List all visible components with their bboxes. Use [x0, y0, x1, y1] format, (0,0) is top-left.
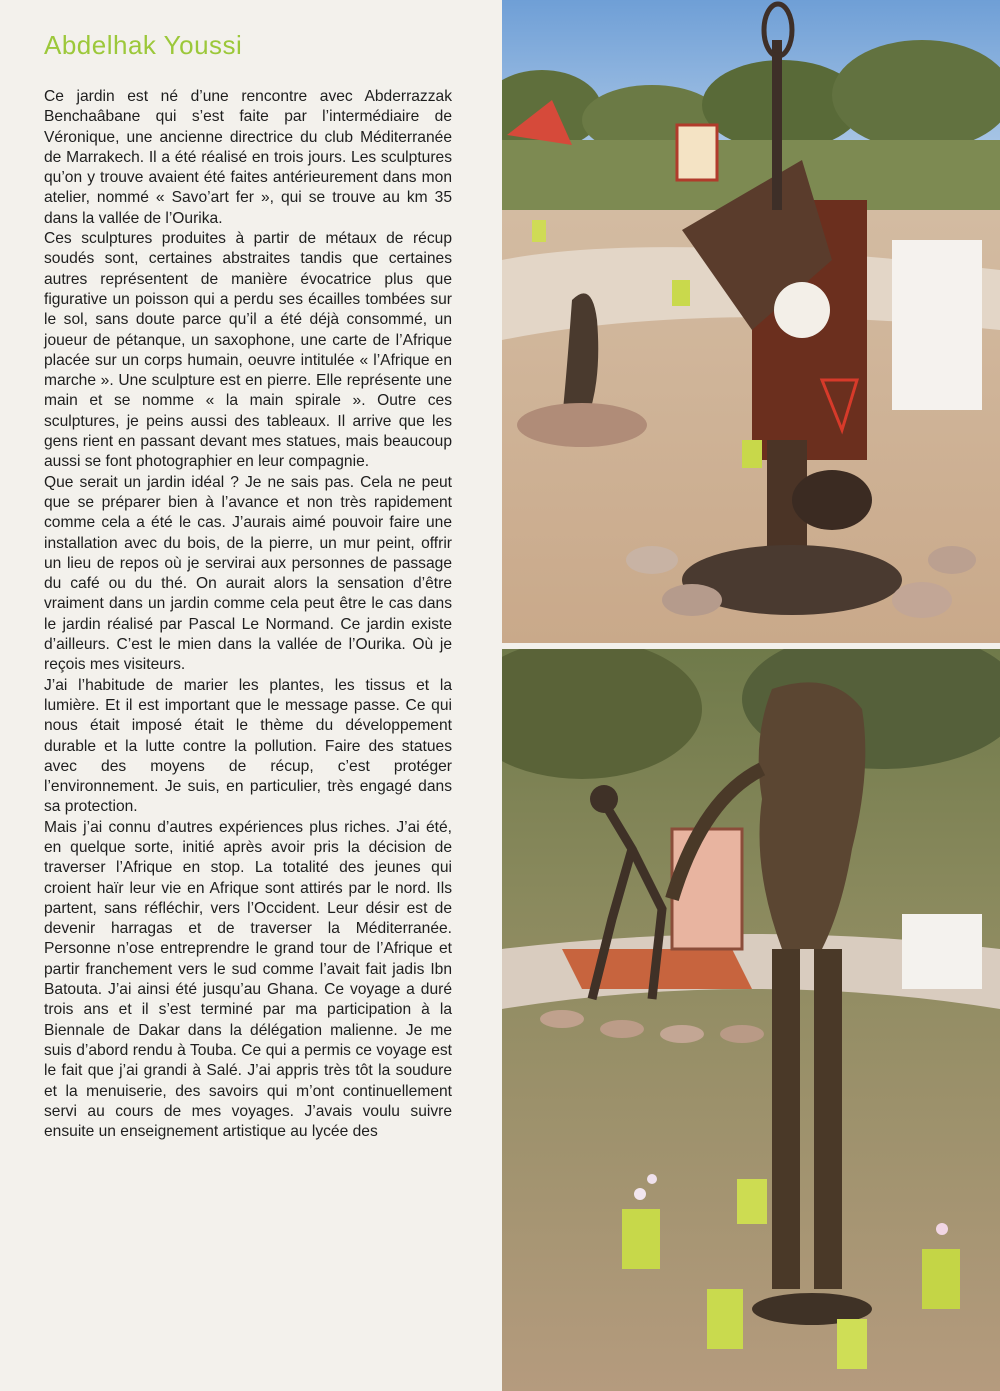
paragraph-1: Ce jardin est né d’une rencontre avec Abderrazzak Benchaâbane qui s’est faite par l’intermédiaire de Véronique, une ancienne directrice du club Méditerranée de Marrakech. Il a été réalisé en trois jours. Les sculptures qu’on y trouve avaient été faites antérieurement dans mon atelier, nommé « Savo’art fer », qui se trouve au km 35 dans la vallée de l’Ourika.	[44, 88, 452, 227]
paragraph-2: Ces sculptures produites à partir de métaux de récup soudés sont, certaines abstraites tandis que certaines autres représentent de manière évocatrice plus que figurative un poisson qui a perdu ses écailles tombées sur le sol, sans doute parce qu’il a été déjà consommé, un joueur de pétanque, un saxophone, une carte de l’Afrique placée sur un corps humain, oeuvre intitulée « l’Afrique en marche ». Une sculpture est en pierre. Elle représente une main et se nomme « la main spirale ». Outre ces sculptures, je peins aussi des tableaux. Il arrive que les gens rient en passant devant mes statues, mais beaucoup aussi se font photographier en leur compagnie.	[44, 230, 452, 471]
paragraph-5: Mais j’ai connu d’autres expériences plus riches. J’ai été, en quelque sorte, initié après avoir pris la décision de traverser l’Afrique en stop. La totalité des jeunes qui croient haïr leur vie en Afrique sont attirés par le nord. Ils partent, sans réfléchir, vers l’Occident. Leur désir est de devenir harragas et de traverser la Méditerranée. Personne n’ose entreprendre le grand tour de l’Afrique et partir franchement vers le sud comme l’avait fait jadis Ibn Batouta. J’ai ainsi été jusqu’au Ghana. Ce voyage a duré trois ans et il s’est terminé par ma participation à la Biennale de Dakar dans la délégation malienne. Je me suis d’abord rendu à Touba. Ce qui a permis ce voyage est le fait que j’ai grandi à Salé. J’ai appris très tôt la soudure et la menuiserie, des savoirs qui m’ont continuellement servi au cours de mes voyages. J’avais voulu suivre ensuite un enseignement artistique au lycée des	[44, 818, 452, 1141]
author-name: Abdelhak Youssi	[44, 30, 243, 60]
paragraph-4: J’ai l’habitude de marier les plantes, les tissus et la lumière. Et il est important que le message passe. Ce qui nous était imposé était le thème du développement durable et la lutte contre la pollution. Faire des statues avec des moyens de récup, c’est protéger l’environnement. Je suis, en particulier, très engagé dans sa protection.	[44, 676, 452, 816]
sculpture-garden-photo	[502, 0, 1000, 643]
article-column	[44, 30, 452, 1142]
afrique-en-marche-photo	[502, 649, 1000, 1391]
paragraph-3: Que serait un jardin idéal ? Je ne sais pas. Cela ne peut que se préparer bien à l’avance et non très rapidement comme cela a été le cas. J’aurais aimé pouvoir faire une installation avec du bois, de la pierre, un mur peint, offrir un lieu de repos où je servirai aux personnes de passage du café ou du thé. On aurait alors la sensation d’être vraiment dans un jardin comme cela peut être le cas dans le jardin réalisé par Pascal Le Normand. Ce jardin existe d’ailleurs. C’est le mien dans la vallée de l’Ourika. Où je reçois mes visiteurs.	[44, 473, 452, 674]
